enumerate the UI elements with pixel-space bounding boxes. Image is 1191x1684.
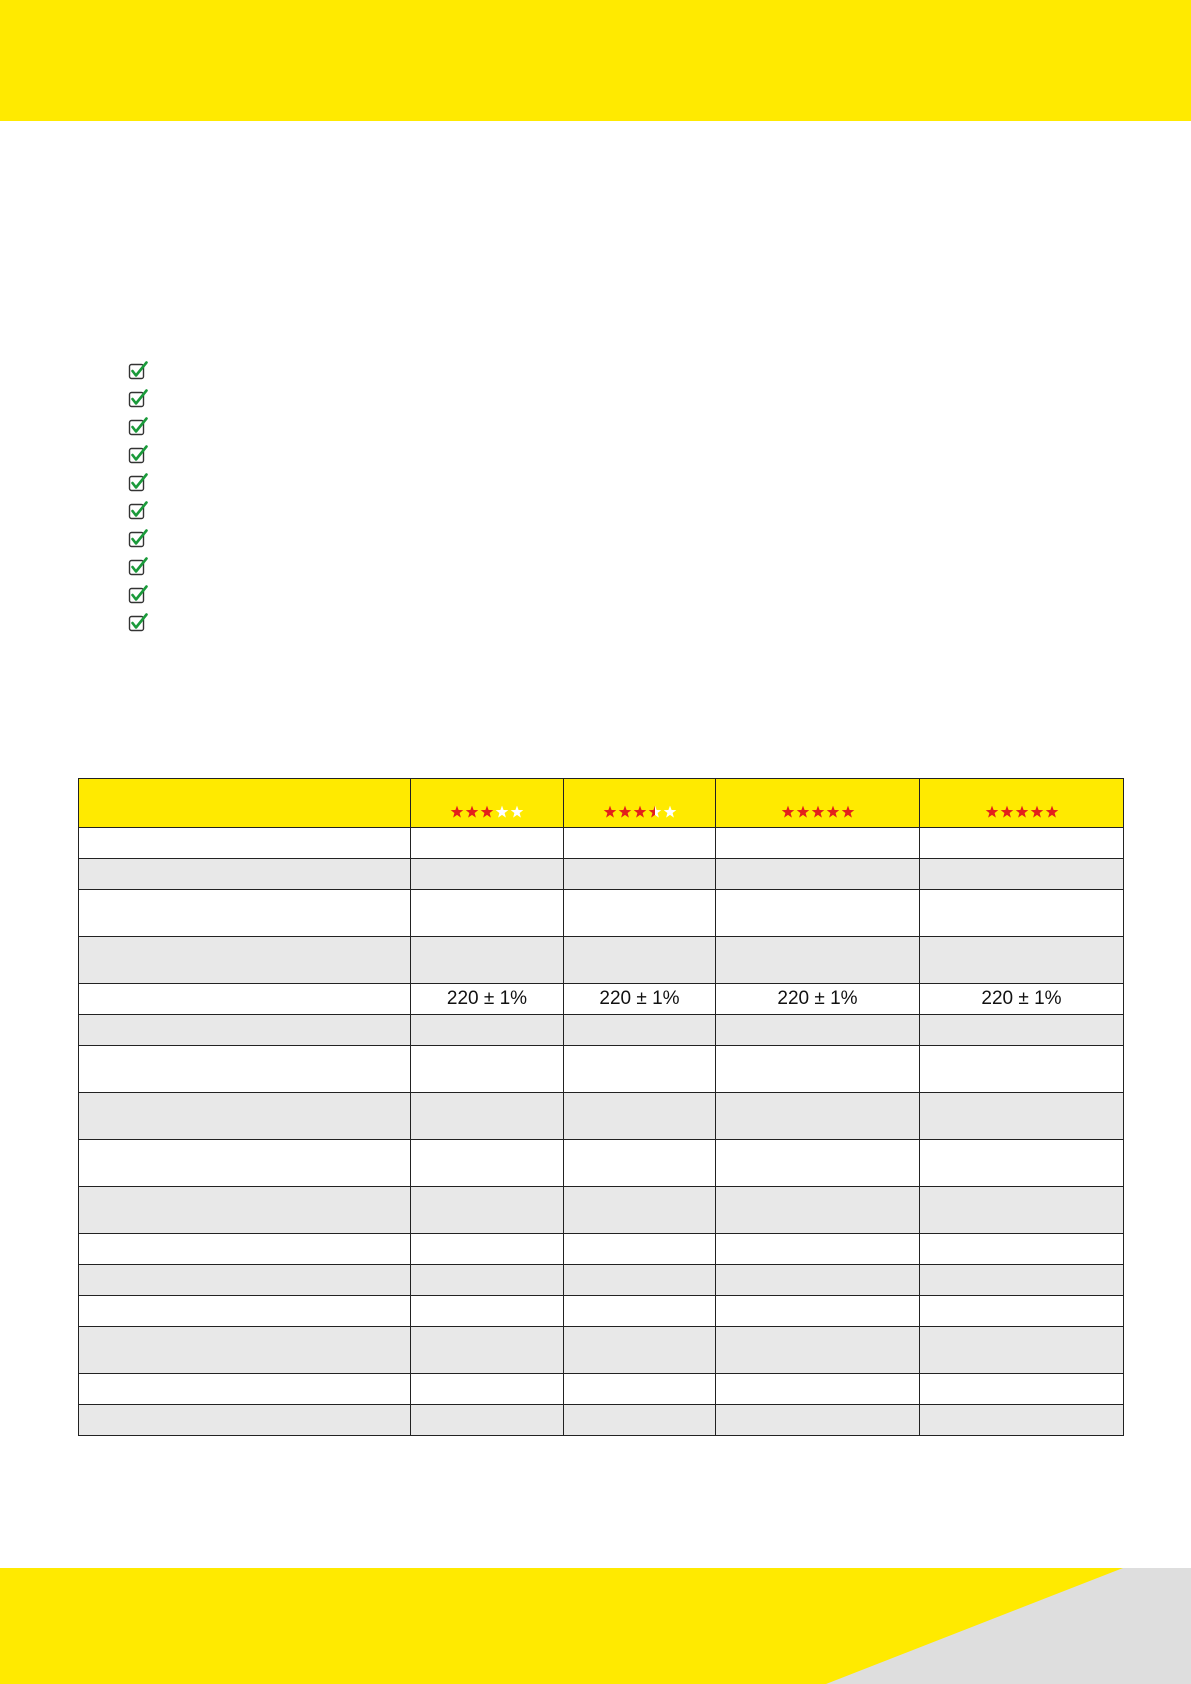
value-cell — [411, 1405, 564, 1436]
table-row — [79, 1140, 1124, 1187]
value-cell — [564, 1015, 716, 1046]
row-label-cell — [79, 1405, 411, 1436]
checklist-item — [128, 525, 158, 553]
checked-box-icon — [128, 473, 148, 493]
row-label-cell — [79, 1046, 411, 1093]
star-filled-icon — [985, 805, 999, 819]
value-cell — [716, 1265, 920, 1296]
value-cell — [920, 1234, 1124, 1265]
spec-table — [78, 778, 1124, 1436]
table-row — [79, 1093, 1124, 1140]
checklist-item — [128, 609, 158, 637]
table-row — [79, 1296, 1124, 1327]
value-cell — [411, 937, 564, 984]
star-empty-icon — [495, 805, 509, 819]
value-cell — [411, 1093, 564, 1140]
checklist-item — [128, 413, 158, 441]
header-cell-model-3 — [716, 779, 920, 828]
value-cell — [564, 937, 716, 984]
row-label-cell — [79, 859, 411, 890]
feature-checklist — [128, 357, 158, 637]
value-cell — [564, 1140, 716, 1187]
value-cell — [716, 1327, 920, 1374]
row-label-cell — [79, 1374, 411, 1405]
row-label-cell — [79, 1093, 411, 1140]
value-cell — [564, 1046, 716, 1093]
value-cell — [564, 1405, 716, 1436]
star-filled-icon — [826, 805, 840, 819]
value-cell — [411, 1187, 564, 1234]
star-filled-icon — [618, 805, 632, 819]
row-label-cell — [79, 1265, 411, 1296]
checklist-item — [128, 581, 158, 609]
value-cell — [920, 828, 1124, 859]
value-cell — [920, 1187, 1124, 1234]
value-cell — [920, 1327, 1124, 1374]
value-cell — [920, 859, 1124, 890]
table-row — [79, 1234, 1124, 1265]
row-label-cell — [79, 828, 411, 859]
star-filled-icon — [480, 805, 494, 819]
checked-box-icon — [128, 501, 148, 521]
table-row — [79, 828, 1124, 859]
value-cell — [564, 859, 716, 890]
value-cell — [716, 1093, 920, 1140]
value-cell — [564, 890, 716, 937]
star-filled-icon — [450, 805, 464, 819]
star-filled-icon — [1030, 805, 1044, 819]
star-rating — [603, 805, 677, 819]
checked-box-icon — [128, 585, 148, 605]
checklist-item — [128, 357, 158, 385]
star-empty-icon — [510, 805, 524, 819]
value-cell — [920, 1140, 1124, 1187]
value-cell — [920, 1046, 1124, 1093]
checked-box-icon — [128, 361, 148, 381]
row-label-cell — [79, 1327, 411, 1374]
value-cell — [920, 1265, 1124, 1296]
value-cell — [411, 1265, 564, 1296]
value-cell: 220 ± 1% — [716, 984, 920, 1015]
value-cell — [716, 1374, 920, 1405]
value-cell — [716, 859, 920, 890]
value-cell — [564, 1265, 716, 1296]
checked-box-icon — [128, 389, 148, 409]
star-rating — [985, 805, 1059, 819]
table-row — [79, 1327, 1124, 1374]
star-filled-icon — [811, 805, 825, 819]
value-cell — [564, 1296, 716, 1327]
value-cell — [920, 1296, 1124, 1327]
table-row — [79, 1187, 1124, 1234]
star-filled-icon — [796, 805, 810, 819]
star-filled-icon — [841, 805, 855, 819]
value-cell — [716, 828, 920, 859]
value-cell — [564, 1234, 716, 1265]
value-cell — [564, 1327, 716, 1374]
footer-band — [0, 1568, 1191, 1684]
checked-box-icon — [128, 529, 148, 549]
table-row — [79, 984, 1124, 1015]
star-rating — [781, 805, 855, 819]
checklist-item — [128, 469, 158, 497]
value-cell: 220 ± 1% — [920, 984, 1124, 1015]
checked-box-icon — [128, 613, 148, 633]
header-band — [0, 0, 1191, 121]
value-cell — [411, 1234, 564, 1265]
spec-table-body — [79, 828, 1124, 1436]
value-cell — [920, 1093, 1124, 1140]
value-cell — [564, 1093, 716, 1140]
checklist-item — [128, 497, 158, 525]
value-cell — [411, 859, 564, 890]
value-cell — [716, 890, 920, 937]
row-label-cell — [79, 890, 411, 937]
table-row — [79, 1405, 1124, 1436]
value-cell — [716, 1187, 920, 1234]
table-row — [79, 937, 1124, 984]
header-cell-model-2 — [564, 779, 716, 828]
header-cell-label — [79, 779, 411, 828]
row-label-cell — [79, 1015, 411, 1046]
row-label-cell — [79, 1140, 411, 1187]
value-cell — [920, 1405, 1124, 1436]
row-label-cell — [79, 1296, 411, 1327]
value-cell — [411, 890, 564, 937]
value-cell — [920, 890, 1124, 937]
table-row — [79, 1046, 1124, 1093]
table-row — [79, 859, 1124, 890]
star-filled-icon — [1015, 805, 1029, 819]
checked-box-icon — [128, 417, 148, 437]
value-cell — [411, 1015, 564, 1046]
star-filled-icon — [603, 805, 617, 819]
value-cell — [564, 1187, 716, 1234]
spec-table-header — [79, 779, 1124, 828]
star-empty-icon — [663, 805, 677, 819]
value-cell — [411, 828, 564, 859]
star-filled-icon — [633, 805, 647, 819]
value-cell — [716, 1405, 920, 1436]
row-label-cell — [79, 1234, 411, 1265]
value-cell — [716, 1296, 920, 1327]
value-cell — [564, 828, 716, 859]
star-filled-icon — [781, 805, 795, 819]
checked-box-icon — [128, 445, 148, 465]
star-filled-icon — [1045, 805, 1059, 819]
value-cell — [716, 1015, 920, 1046]
header-cell-model-4 — [920, 779, 1124, 828]
table-row — [79, 1374, 1124, 1405]
star-half-icon — [648, 805, 662, 819]
value-cell — [920, 1374, 1124, 1405]
value-cell — [920, 937, 1124, 984]
footer-graphic — [0, 1568, 1191, 1684]
value-cell — [920, 1015, 1124, 1046]
table-row — [79, 1265, 1124, 1296]
value-cell: 220 ± 1% — [564, 984, 716, 1015]
value-cell — [411, 1140, 564, 1187]
header-cell-model-1 — [411, 779, 564, 828]
checklist-item — [128, 385, 158, 413]
value-cell — [411, 1327, 564, 1374]
table-row — [79, 1015, 1124, 1046]
row-label-cell — [79, 937, 411, 984]
value-cell — [411, 1296, 564, 1327]
star-rating — [450, 805, 524, 819]
checked-box-icon — [128, 557, 148, 577]
value-cell — [564, 1374, 716, 1405]
checklist-item — [128, 553, 158, 581]
value-cell — [716, 937, 920, 984]
checklist-item — [128, 441, 158, 469]
table-row — [79, 890, 1124, 937]
value-cell — [716, 1140, 920, 1187]
row-label-cell — [79, 1187, 411, 1234]
value-cell: 220 ± 1% — [411, 984, 564, 1015]
value-cell — [716, 1234, 920, 1265]
star-filled-icon — [465, 805, 479, 819]
star-filled-icon — [1000, 805, 1014, 819]
value-cell — [716, 1046, 920, 1093]
value-cell — [411, 1046, 564, 1093]
row-label-cell — [79, 984, 411, 1015]
value-cell — [411, 1374, 564, 1405]
